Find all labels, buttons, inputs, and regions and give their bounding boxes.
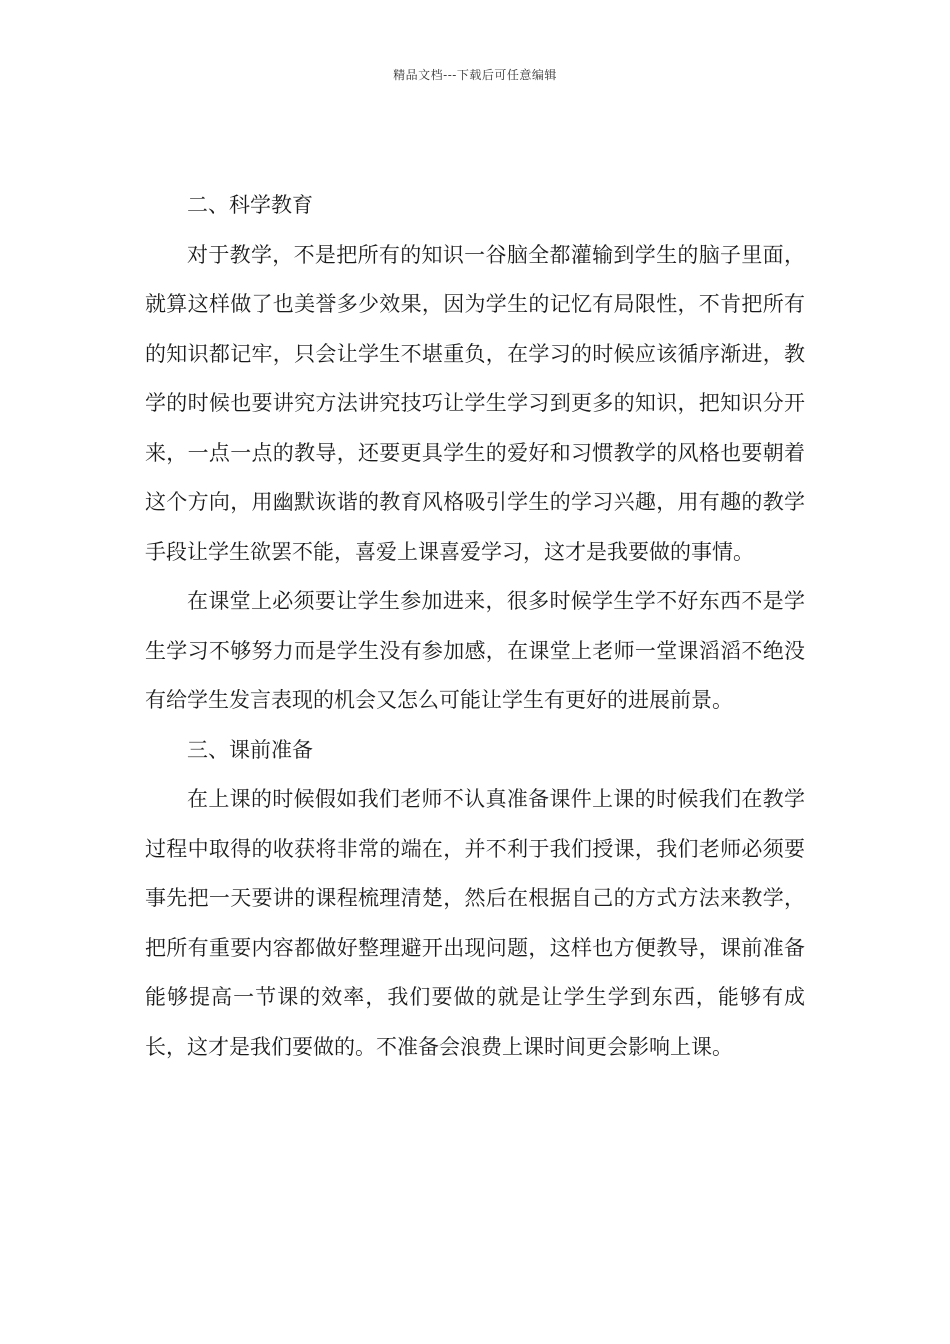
page-header: 精品文档---下载后可任意编辑	[393, 68, 557, 82]
section-heading-lesson-preparation: 三、课前准备	[187, 737, 313, 762]
paragraph-class-participation: 在课堂上必须要让学生参加进来，很多时候学生学不好东西不是学生学习不够努力而是学生没有参加感，在课堂上老师一堂课滔滔不绝没有给学生发言表现的机会又怎么可能让学生有更好的进展前景。	[145, 589, 805, 712]
document-body	[145, 181, 805, 1072]
section-heading-science-education: 二、科学教育	[187, 193, 313, 217]
paragraph-lesson-preparation: 在上课的时候假如我们老师不认真准备课件上课的时候我们在教学过程中取得的收获将非常的端在，并不利于我们授课，我们老师必须要事先把一天要讲的课程梳理清楚，然后在根据自己的方式方法来教学，把所有重要内容都做好整理避开出现问题，这样也方便教导，课前准备能够提高一节课的效率，我们要做的就是让学生学到东西，能够有成长，这才是我们要做的。不准备会浪费上课时间更会影响上课。	[145, 787, 805, 1059]
paragraph-teaching-method: 对于教学，不是把所有的知识一谷脑全都灌输到学生的脑子里面，就算这样做了也美誉多少效果，因为学生的记忆有局限性，不肯把所有的知识都记牢，只会让学生不堪重负，在学习的时候应该循序渐进，教学的时候也要讲究方法讲究技巧让学生学习到更多的知识，把知识分开来，一点一点的教导，还要更具学生的爱好和习惯教学的风格也要朝着这个方向，用幽默诙谐的教育风格吸引学生的学习兴趣，用有趣的教学手段让学生欲罢不能，喜爱上课喜爱学习，这才是我要做的事情。	[145, 242, 805, 564]
